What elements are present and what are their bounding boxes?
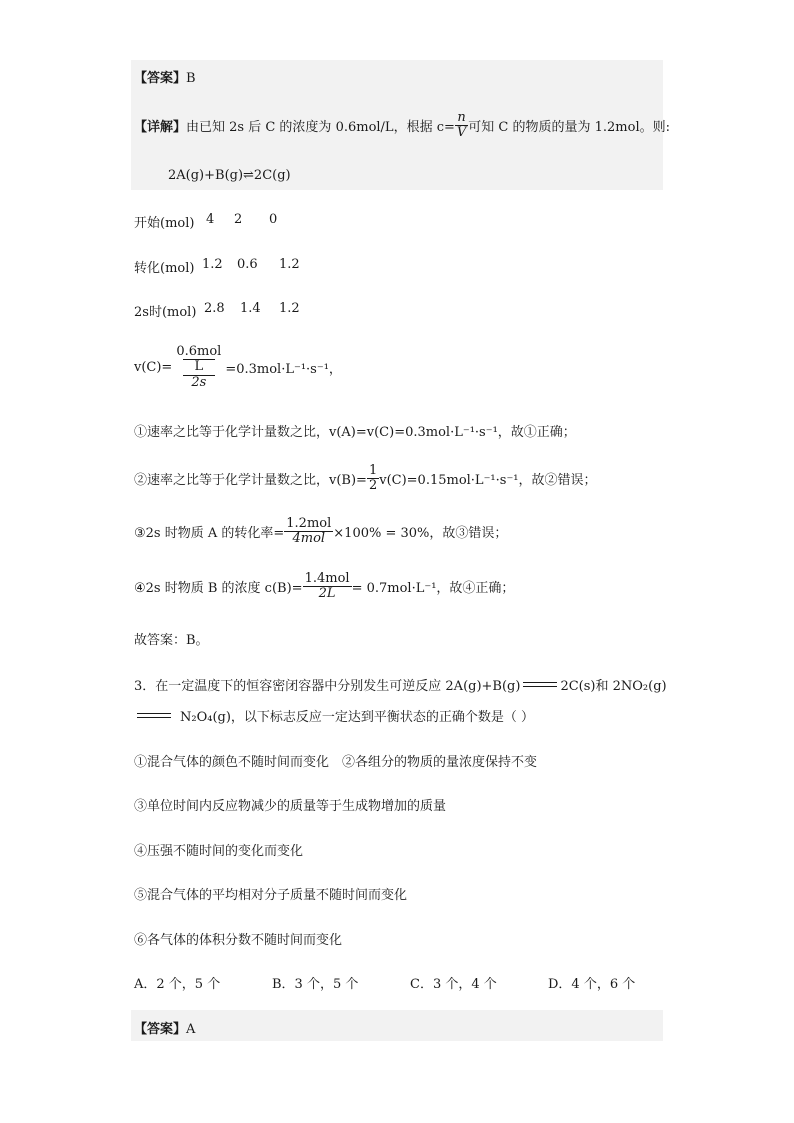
question3-line2 (134, 706, 534, 725)
row-v2: 1.4 (240, 301, 261, 316)
row-label: 2s时(mol) (134, 305, 197, 320)
condition-4: ④压强不随时间的变化而变化 (134, 844, 304, 859)
answer2-shade (131, 1010, 663, 1041)
detail-text-b: 可知 C 的物质的量为 1.2mol。则: (468, 120, 670, 136)
item-4-a: ④2s 时物质 B 的浓度 c(B)= (134, 581, 303, 597)
rate-prefix: v(C)= (134, 359, 173, 375)
question3-line1-b: 2C(s)和 2NO₂(g) (560, 679, 667, 694)
row-label: 开始(mol) (134, 216, 195, 231)
option-d: D．4 个，6 个 (548, 977, 636, 992)
question3-line1-a: 3．在一定温度下的恒容密闭容器中分别发生可逆反应 2A(g)+B(g) (134, 679, 521, 694)
condition-3: ③单位时间内反应物减少的质量等于生成物增加的质量 (134, 799, 447, 814)
rate-suffix: =0.3mol·L⁻¹·s⁻¹， (225, 361, 342, 377)
item-3-b: ×100% = 30%，故③错误； (333, 526, 508, 542)
item-2-a: ②速率之比等于化学计量数之比，v(B)= (134, 473, 367, 489)
item-4 (134, 572, 514, 602)
item-4-fraction (303, 572, 352, 602)
row-v1: 4 (206, 212, 215, 227)
detail-text-a: 由已知 2s 后 C 的浓度为 0.6mol/L，根据 c= (186, 120, 455, 136)
item-2-fraction (367, 464, 379, 494)
answer2-label: 【答案】 (134, 1022, 187, 1037)
item-2-den: 2 (368, 478, 378, 494)
row-v3: 0 (269, 212, 278, 227)
rate-num: 0.6mol (176, 344, 222, 359)
detail-fraction (455, 111, 468, 141)
item-3-den: 4mol (292, 531, 326, 547)
item-4-num: 1.4mol (304, 571, 350, 586)
item-3 (134, 517, 507, 547)
question3-line2-b: N₂O₄(g)，以下标志反应一定达到平衡状态的正确个数是（ ） (180, 710, 535, 725)
detail-frac-num: n (457, 110, 466, 125)
condition-5: ⑤混合气体的平均相对分子质量不随时间而变化 (134, 888, 408, 903)
row-v3: 1.2 (279, 257, 300, 272)
rate-line (134, 345, 342, 390)
answer1 (134, 67, 196, 86)
item-3-a: ③2s 时物质 A 的转化率= (134, 526, 285, 542)
row-v1: 2.8 (204, 301, 225, 316)
row-v2: 2 (234, 212, 243, 227)
row-v1: 1.2 (202, 257, 223, 272)
item-4-b: = 0.7mol·L⁻¹，故④正确； (351, 581, 515, 597)
item-1: ①速率之比等于化学计量数之比，v(A)=v(C)=0.3mol·L⁻¹·s⁻¹，故①正确； (134, 425, 576, 440)
answer2 (134, 1018, 195, 1037)
detail-equation: 2A(g)+B(g)⇌2C(g) (168, 168, 291, 183)
item-4-den: 2L (318, 586, 336, 602)
answer2-value: A (186, 1022, 196, 1037)
table-row-2s (134, 301, 300, 320)
item-2 (134, 464, 597, 494)
row-v3: 1.2 (279, 301, 300, 316)
answer1-value: B (186, 71, 196, 86)
rate-fraction (172, 345, 225, 390)
table-row-start (134, 212, 278, 231)
option-c: C．3 个，4 个 (410, 977, 497, 992)
option-a: A．2 个，5 个 (134, 977, 221, 992)
question3-line1 (134, 675, 667, 694)
item-2-num: 1 (368, 463, 378, 478)
condition-6: ⑥各气体的体积分数不随时间而变化 (134, 933, 343, 948)
equilibrium-arrow-icon (523, 681, 557, 689)
table-row-change (134, 257, 300, 276)
rate-mid: L (183, 359, 216, 375)
item-3-fraction (284, 517, 333, 547)
condition-1-2: ①混合气体的颜色不随时间而变化 ②各组分的物质的量浓度保持不变 (134, 755, 538, 770)
item-2-b: v(C)=0.15mol·L⁻¹·s⁻¹，故②错误； (379, 473, 597, 489)
detail-frac-den: V (456, 125, 467, 141)
rate-den: 2s (191, 374, 207, 390)
row-label: 转化(mol) (134, 261, 195, 276)
detail-label: 【详解】 (134, 120, 187, 136)
option-b: B．3 个，5 个 (272, 977, 359, 992)
conclusion: 故答案：B。 (134, 633, 209, 648)
answer1-label: 【答案】 (134, 71, 187, 86)
item-3-num: 1.2mol (286, 516, 332, 531)
equilibrium-arrow-icon (137, 712, 171, 720)
detail-line (134, 111, 670, 141)
row-v2: 0.6 (237, 257, 258, 272)
